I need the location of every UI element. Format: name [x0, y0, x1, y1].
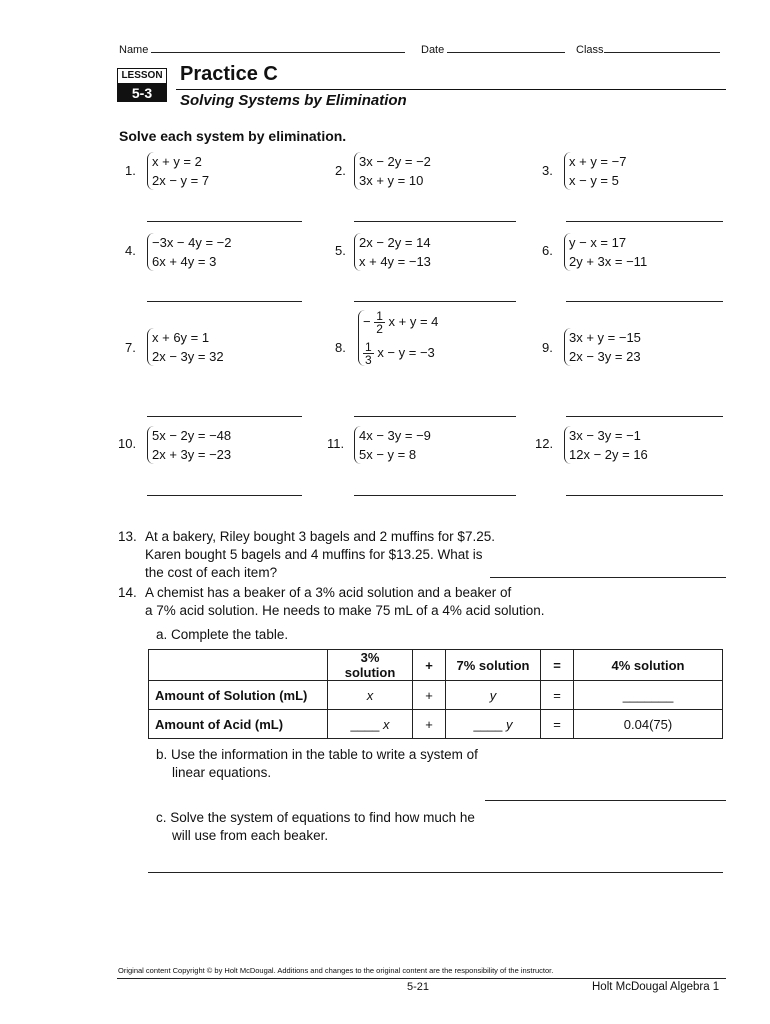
equation — [363, 341, 438, 366]
problem-number: 5. — [335, 243, 346, 258]
table-header-cell: = — [541, 650, 574, 681]
part-c-text — [156, 809, 475, 845]
table-cell[interactable] — [328, 710, 413, 739]
answer-line[interactable] — [566, 416, 723, 417]
answer-line[interactable] — [354, 495, 516, 496]
fraction — [374, 310, 385, 335]
equation: 5x − y = 8 — [359, 447, 417, 462]
equation-system — [354, 233, 431, 271]
footer-rule — [117, 978, 726, 979]
fraction — [363, 341, 374, 366]
equation-system — [564, 152, 626, 190]
date-line[interactable] — [447, 42, 565, 53]
lesson-badge — [117, 68, 167, 102]
instructions: Solve each system by elimination. — [119, 128, 347, 144]
problem-number: 2. — [335, 163, 346, 178]
question-line: a 7% acid solution. He needs to make 75 mL of a 4% acid solution. — [145, 603, 545, 618]
class-field[interactable] — [576, 42, 720, 56]
equation-system — [147, 152, 209, 190]
table-header-cell: 4% solution — [574, 650, 723, 681]
equation: x + y = −7 — [569, 154, 627, 169]
equation: 3x − 2y = −2 — [359, 154, 431, 169]
row-label: Amount of Solution (mL) — [149, 681, 328, 710]
problem-number: 7. — [125, 340, 136, 355]
table-header-row — [149, 650, 723, 681]
title-rule — [176, 89, 726, 90]
name-field[interactable] — [119, 42, 405, 56]
table-header-cell — [149, 650, 328, 681]
question-line: the cost of each item? — [145, 565, 278, 580]
equation: x + y = 2 — [152, 154, 202, 169]
answer-line[interactable] — [566, 495, 723, 496]
part-b-text — [156, 746, 478, 782]
equation: y − x = 17 — [569, 235, 627, 250]
fraction-numerator: 1 — [376, 309, 383, 323]
equation: 2x − 3y = 32 — [152, 349, 224, 364]
problem-number: 10. — [118, 436, 137, 451]
equation: 2y + 3x = −11 — [569, 254, 648, 269]
answer-line[interactable] — [490, 577, 726, 578]
answer-line[interactable] — [148, 872, 723, 873]
equation: x − y = 5 — [569, 173, 619, 188]
fill-blank[interactable]: ____ — [473, 716, 503, 732]
equation-system — [354, 152, 431, 190]
table-header-cell: + — [413, 650, 446, 681]
answer-line[interactable] — [566, 301, 723, 302]
equation: 3x + y = −15 — [569, 330, 641, 345]
variable: y — [506, 716, 513, 732]
equation: 5x − 2y = −48 — [152, 428, 232, 443]
equation-system — [147, 328, 224, 366]
equation-system — [358, 310, 438, 366]
equation — [363, 310, 438, 335]
equation: 2x − 2y = 14 — [359, 235, 431, 250]
answer-line[interactable] — [566, 221, 723, 222]
table-cell[interactable] — [446, 710, 541, 739]
variable: x — [366, 687, 374, 703]
equation-rest: x − y = −3 — [377, 344, 435, 360]
problem-number: 6. — [542, 243, 553, 258]
variable: y — [489, 687, 497, 703]
table-cell — [328, 681, 413, 710]
question-13-text — [145, 528, 495, 582]
fill-blank[interactable]: ____ — [350, 716, 380, 732]
equation-system — [147, 426, 231, 464]
problem-number: 9. — [542, 340, 553, 355]
equation: −3x − 4y = −2 — [152, 235, 232, 250]
answer-line[interactable] — [147, 495, 302, 496]
table-cell: + — [413, 710, 446, 739]
equation-system — [354, 426, 431, 464]
answer-line[interactable] — [354, 301, 516, 302]
fraction-denominator: 2 — [376, 322, 383, 336]
table-header-cell: 3% solution — [328, 650, 413, 681]
equation: 2x − y = 7 — [152, 173, 210, 188]
page-number: 5-21 — [407, 981, 430, 993]
question-14-text — [145, 584, 544, 620]
table-cell: = — [541, 681, 574, 710]
date-label: Date — [421, 44, 445, 56]
question-14-number: 14. — [118, 585, 137, 600]
table-row — [149, 710, 723, 739]
part-a-text: a. Complete the table. — [156, 627, 289, 642]
equation-system — [564, 233, 647, 271]
name-line[interactable] — [151, 42, 405, 53]
fraction-numerator: 1 — [365, 340, 372, 354]
equation-system — [564, 328, 641, 366]
equation-rest: x + y = 4 — [388, 313, 439, 329]
table-cell-blank[interactable]: _______ — [574, 681, 723, 710]
problem-number: 12. — [535, 436, 554, 451]
equation: 6x + 4y = 3 — [152, 254, 217, 269]
table-cell: + — [413, 681, 446, 710]
equation-system — [147, 233, 232, 271]
equation: 3x − 3y = −1 — [569, 428, 641, 443]
answer-line[interactable] — [354, 221, 516, 222]
date-field[interactable] — [421, 42, 565, 56]
table-cell: 0.04(75) — [574, 710, 723, 739]
answer-line[interactable] — [485, 800, 726, 801]
class-line[interactable] — [604, 42, 720, 53]
variable: x — [383, 716, 390, 732]
question-line: b. Use the information in the table to write a system of — [156, 747, 478, 762]
problem-number: 3. — [542, 163, 553, 178]
answer-line[interactable] — [147, 221, 302, 222]
question-line: A chemist has a beaker of a 3% acid solution and a beaker of — [145, 585, 512, 600]
question-line: Karen bought 5 bagels and 4 muffins for $13.25. What is — [145, 547, 483, 562]
name-label: Name — [119, 44, 149, 56]
table-header-cell: 7% solution — [446, 650, 541, 681]
equation: 4x − 3y = −9 — [359, 428, 431, 443]
mixture-table — [148, 649, 723, 739]
question-line: linear equations. — [172, 765, 272, 780]
problem-number: 11. — [327, 436, 345, 451]
lesson-number: 5-3 — [117, 84, 167, 102]
answer-line[interactable] — [147, 301, 302, 302]
equation: x + 6y = 1 — [152, 330, 210, 345]
page-subtitle: Solving Systems by Elimination — [180, 92, 407, 109]
equation: 12x − 2y = 16 — [569, 447, 648, 462]
equation: x + 4y = −13 — [359, 254, 431, 269]
minus-sign: − — [363, 313, 371, 329]
problem-number: 4. — [125, 243, 136, 258]
question-line: will use from each beaker. — [172, 828, 329, 843]
answer-line[interactable] — [147, 416, 302, 417]
book-title: Holt McDougal Algebra 1 — [592, 981, 720, 993]
copyright-notice: Original content Copyright © by Holt McDougal. Additions and changes to the original content are the responsibility of the instructor. — [118, 966, 554, 975]
question-13-number: 13. — [118, 529, 137, 544]
question-line: c. Solve the system of equations to find how much he — [156, 810, 475, 825]
equation: 3x + y = 10 — [359, 173, 424, 188]
equation-system — [564, 426, 648, 464]
lesson-label: LESSON — [117, 68, 167, 84]
question-line: At a bakery, Riley bought 3 bagels and 2 muffins for $7.25. — [145, 529, 495, 544]
equation: 2x + 3y = −23 — [152, 447, 232, 462]
table-cell — [446, 681, 541, 710]
problem-number: 1. — [125, 163, 136, 178]
equation: 2x − 3y = 23 — [569, 349, 641, 364]
row-label: Amount of Acid (mL) — [149, 710, 328, 739]
problem-number: 8. — [335, 340, 346, 355]
answer-line[interactable] — [354, 416, 516, 417]
class-label: Class — [576, 44, 604, 56]
table-row — [149, 681, 723, 710]
table-cell: = — [541, 710, 574, 739]
page-title: Practice C — [180, 63, 278, 85]
fraction-denominator: 3 — [365, 353, 372, 367]
